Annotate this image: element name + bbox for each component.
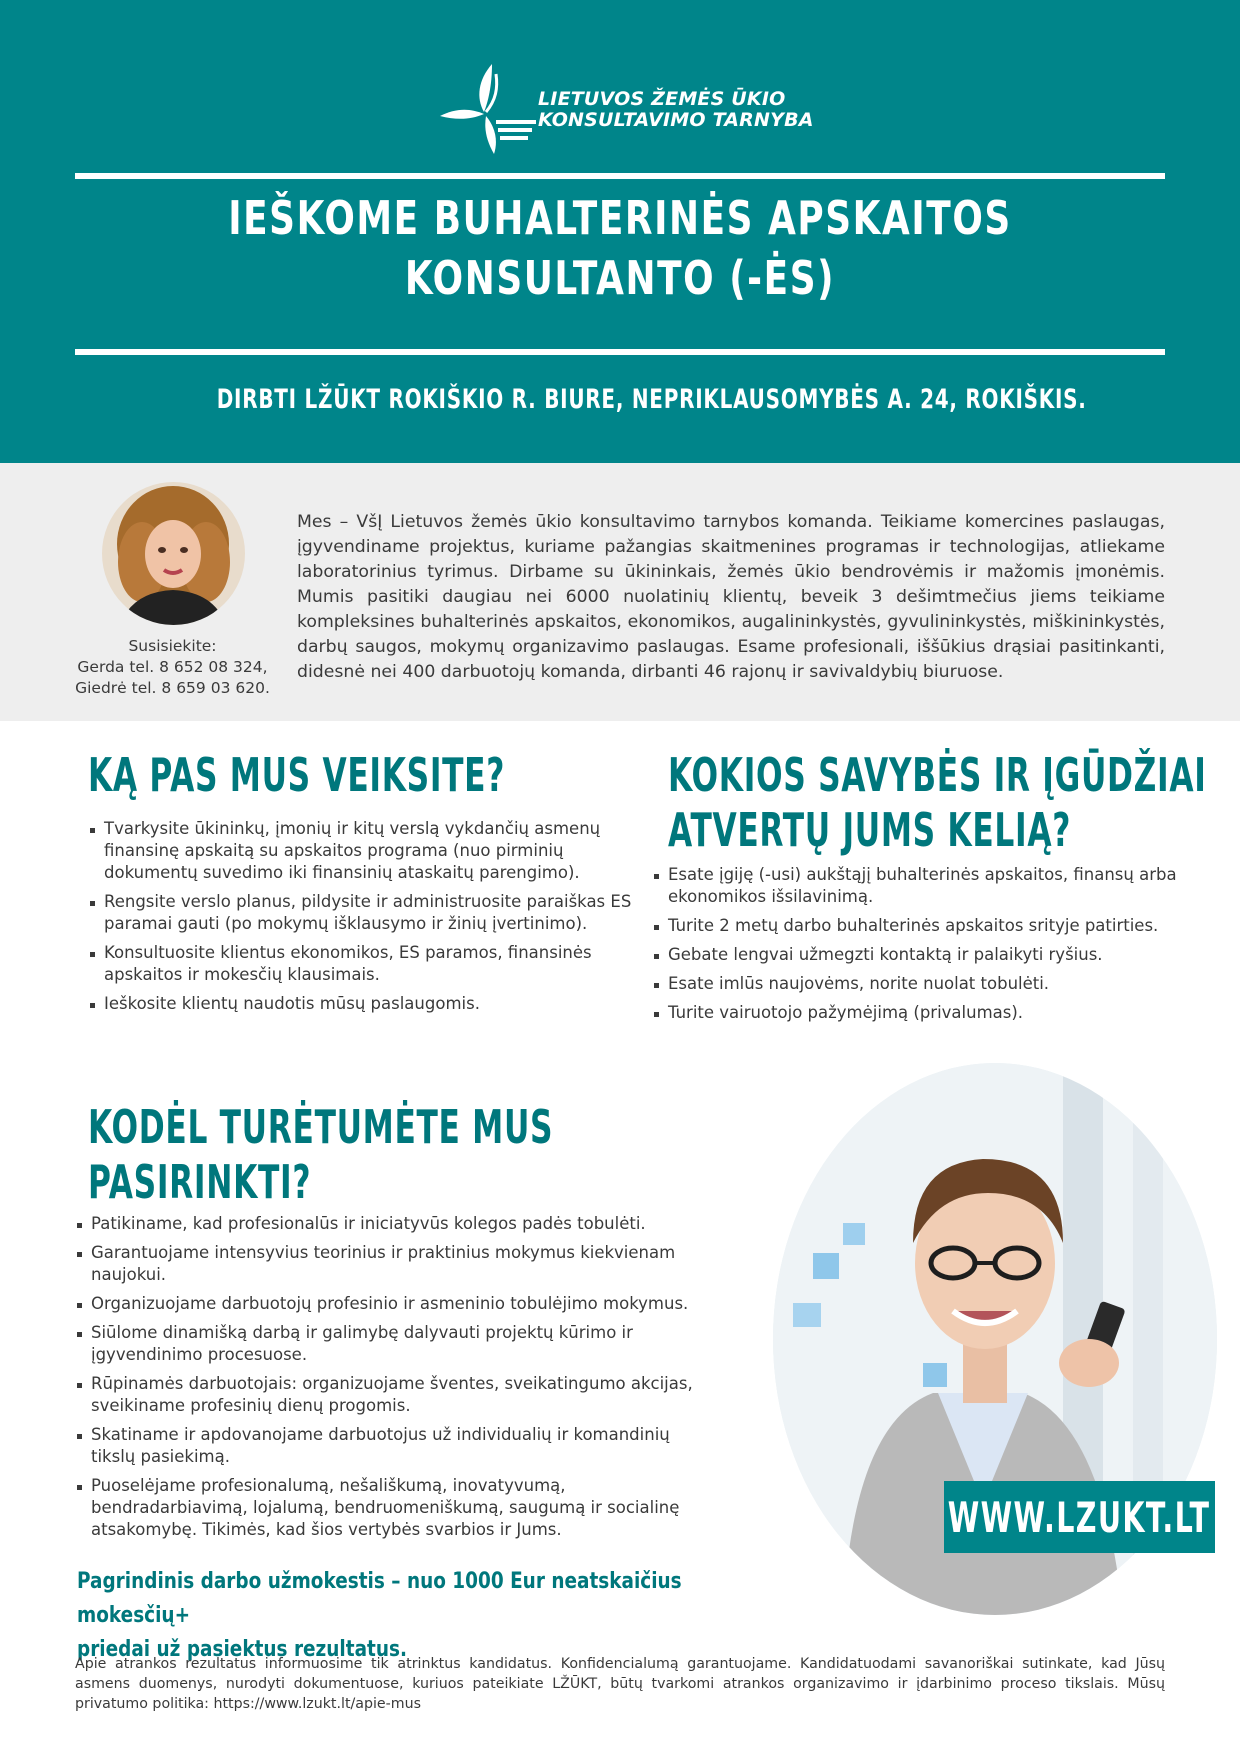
privacy-footer: Apie atrankos rezultatus informuosime tik atrinktus kandidatus. Konfidencialumą garantuojame. Kandidatuodami savanoriškai sutinkate, kad Jūsų asmens duomenys, nurodyti dokumentuose, kuriuos pateikiate LŽŪKT, būtų tvarkomi atrankos organizavimo ir įdarbinimo proceso tikslais. Mūsų privatumo politika: https://www.lzukt.lt/apie-mus <box>75 1656 1165 1712</box>
list-item: Esate įgiję (-usi) aukštąjį buhalterinės apskaitos, finansų arba ekonomikos išsilavinimą. <box>652 864 1177 908</box>
list-item: Tvarkysite ūkininkų, įmonių ir kitų verslą vykdančių asmenų finansinę apskaitą su apskaitos programa (nuo pirminių dokumentų suvedimo iki finansinių ataskaitų parengimo). <box>88 818 633 884</box>
list-item: Konsultuosite klientus ekonomikos, ES paramos, finansinės apskaitos ir mokesčių klausimais. <box>88 942 633 986</box>
duties-list <box>88 818 633 1022</box>
list-item: Puoselėjame profesionalumą, nešališkumą, inovatyvumą, bendradarbiavimą, lojalumą, bendruomeniškumą, saugumą ir socialinę atsakomybę. Tikimės, kad šios vertybės svarbios ir Jums. <box>75 1475 715 1541</box>
list-item: Garantuojame intensyvius teorinius ir praktinius mokymus kiekvienam naujokui. <box>75 1242 715 1286</box>
intro-paragraph: Mes – VšĮ Lietuvos žemės ūkio konsultavimo tarnybos komanda. Teikiame komercines paslaugas, įgyvendiname projektus, kuriame pažangias skaitmenines programas ir technologijas, atliekame laboratorinius tyrimus. Dirbame su ūkininkais, žemės ūkio bendrovėmis ir mažomis įmonėmis. Mumis pasitiki daugiau nei 6000 nuolatinių klientų, beveik 3 dešimtmečius jiems teikiame kompleksines buhalterinės apskaitos, ekonomikos, augalininkystės, gyvulininkystės, miškininkystės, darbų saugos, mokymų organizavimo paslaugas. Esame profesionali, iššūkius drąsiai pasitinkanti, didesnė nei 400 darbuotojų komanda, dirbanti 46 rajonų ir savivaldybių biuruose. <box>297 512 1165 682</box>
leaf-logo-icon <box>440 62 540 162</box>
contact-person-avatar <box>102 482 245 625</box>
salary-line2: priedai už pasiektus rezultatus. <box>77 1636 407 1662</box>
page-title-line1: IEŠKOME BUHALTERINĖS APSKAITOS <box>228 191 1012 245</box>
organization-logo <box>440 62 814 162</box>
why-list <box>75 1213 715 1548</box>
skills-heading-line2: ATVERTŲ JUMS KELIĄ? <box>668 803 1072 857</box>
list-item: Rūpinamės darbuotojais: organizuojame šventes, sveikatingumo akcijas, sveikiname profesinių dienų progomis. <box>75 1373 715 1417</box>
why-heading-line1: KODĖL TURĖTUMĖTE MUS <box>88 1100 554 1154</box>
list-item: Ieškosite klientų naudotis mūsų paslaugomis. <box>88 993 633 1015</box>
salary-line1: Pagrindinis darbo užmokestis – nuo 1000 Eur neatskaičius mokesčių+ <box>77 1568 682 1628</box>
list-item: Gebate lengvai užmegzti kontaktą ir palaikyti ryšius. <box>652 944 1177 966</box>
duties-heading: KĄ PAS MUS VEIKSITE? <box>88 748 506 802</box>
contact-phone-giedre: Giedrė tel. 8 659 03 620. <box>75 679 270 697</box>
why-heading <box>88 1100 553 1210</box>
list-item: Patikiname, kad profesionalūs ir iniciatyvūs kolegos padės tobulėti. <box>75 1213 715 1235</box>
list-item: Organizuojame darbuotojų profesinio ir asmeninio tobulėjimo mokymus. <box>75 1293 715 1315</box>
header-banner <box>0 0 1240 463</box>
salary-note <box>77 1564 700 1666</box>
list-item: Esate imlūs naujovėms, norite nuolat tobulėti. <box>652 973 1177 995</box>
location-subtitle: DIRBTI LŽŪKT ROKIŠKIO R. BIURE, NEPRIKLAUSOMYBĖS A. 24, ROKIŠKIS. <box>216 384 1087 415</box>
divider-bottom <box>75 349 1165 355</box>
skills-list <box>652 864 1177 1031</box>
contact-label: Susisiekite: <box>128 637 217 655</box>
logo-text-line1: LIETUVOS ŽEMĖS ŪKIO <box>538 88 786 110</box>
list-item: Siūlome dinamišką darbą ir galimybę dalyvauti projektų kūrimo ir įgyvendinimo procesuose. <box>75 1322 715 1366</box>
website-badge[interactable] <box>944 1481 1215 1553</box>
skills-heading <box>668 748 1207 858</box>
website-link[interactable]: WWW.LZUKT.LT <box>948 1492 1211 1542</box>
list-item: Turite vairuotojo pažymėjimą (privalumas). <box>652 1002 1177 1024</box>
why-heading-line2: PASIRINKTI? <box>88 1155 312 1209</box>
divider-top <box>75 173 1165 179</box>
contact-info <box>60 636 285 699</box>
skills-heading-line1: KOKIOS SAVYBĖS IR ĮGŪDŽIAI <box>668 748 1207 802</box>
logo-text-line2: KONSULTAVIMO TARNYBA <box>538 109 814 131</box>
page-title-line2: KONSULTANTO (-ĖS) <box>404 251 836 305</box>
list-item: Turite 2 metų darbo buhalterinės apskaitos srityje patirties. <box>652 915 1177 937</box>
contact-phone-gerda: Gerda tel. 8 652 08 324, <box>77 658 268 676</box>
page-title <box>195 188 1045 308</box>
list-item: Rengsite verslo planus, pildysite ir administruosite paraiškas ES paramai gauti (po mokymų išklausymo ir žinių įvertinimo). <box>88 891 633 935</box>
list-item: Skatiname ir apdovanojame darbuotojus už individualių ir komandinių tikslų pasiekimą. <box>75 1424 715 1468</box>
